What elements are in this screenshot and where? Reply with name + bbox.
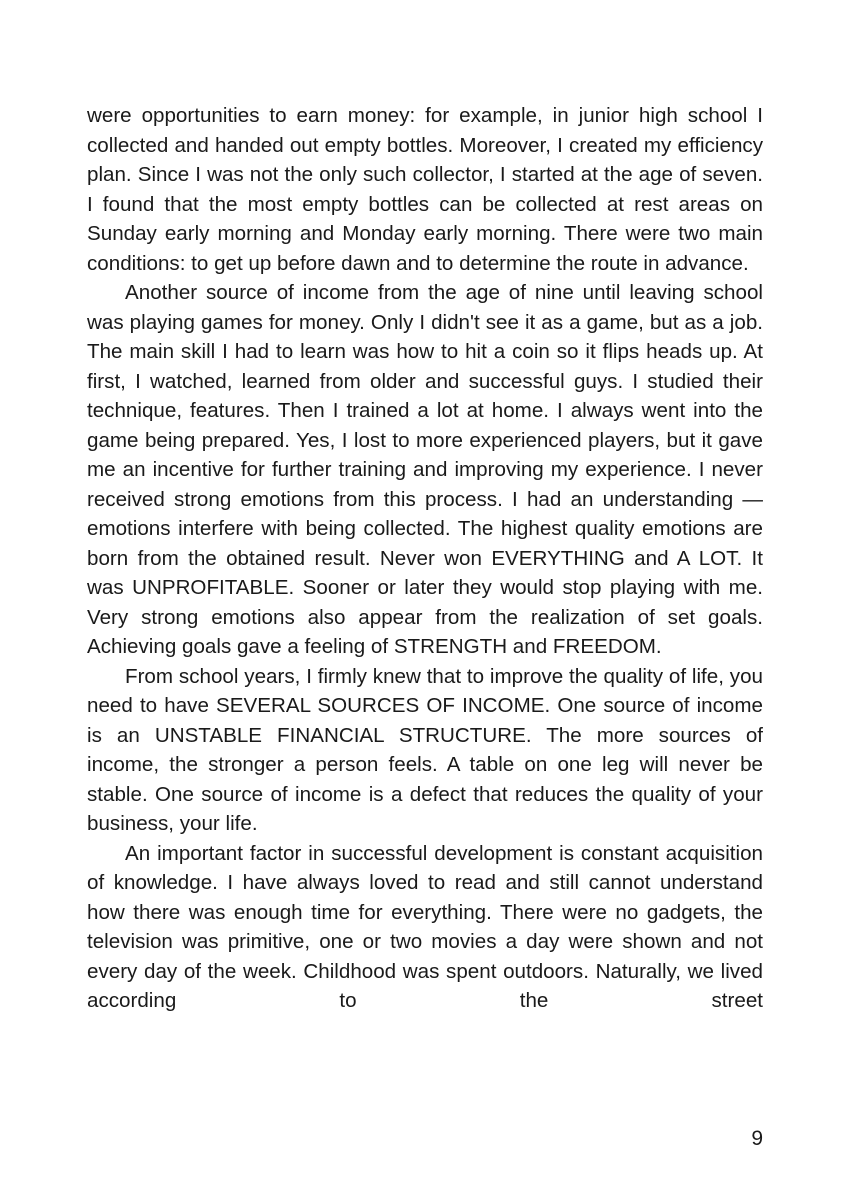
paragraph-several-sources: From school years, I firmly knew that to improve the quality of life, you need to have SEVERAL SOURCES OF INCOME. One source of income is an UNSTABLE FINANCIAL STRUCTURE. The more sources of income, the stronger a person feels. A table on one leg will never be stable. One source of income is a defect that reduces the quality of your business, your life. xyxy=(87,664,763,835)
paragraph-games-income: Another source of income from the age of nine until leaving school was playing games for money. Only I didn't see it as a game, but as a job. The main skill I had to learn was how to hit a coin so it flips heads up. At first, I watched, learned from older and successful guys. I studied their technique, features. Then I trained a lot at home. I always went into the game being prepared. Yes, I lost to more experienced players, but it gave me an incentive for further training and improving my experience. I never received strong emotions from this process. I had an understanding — emotions interfere with being collected. The highest quality emotions are born from the obtained result. Never won EVERYTHING and A LOT. It was UNPROFITABLE. Sooner or later they would stop playing with me. Very strong emotions also appear from the realization of set goals. Achieving goals gave a feeling of STRENGTH and FREEDOM. xyxy=(87,281,763,658)
body-text xyxy=(87,101,763,1016)
paragraph-continued: were opportunities to earn money: for example, in junior high school I collected and handed out empty bottles. Moreover, I created my efficiency plan. Since I was not the only such collector, I started at the age of seven. I found that the most empty bottles can be collected at rest areas on Sunday early morning and Monday early morning. There were two main conditions: to get up before dawn and to determine the route in advance. xyxy=(87,104,763,275)
paragraph-knowledge: An important factor in successful development is constant acquisition of knowledge. I have always loved to read and still cannot understand how there was enough time for everything. There were no gadgets, the television was primitive, one or two movies a day were shown and not every day of the week. Childhood was spent outdoors. Naturally, we lived according to the street xyxy=(87,841,763,1012)
page-number: 9 xyxy=(751,1127,763,1150)
